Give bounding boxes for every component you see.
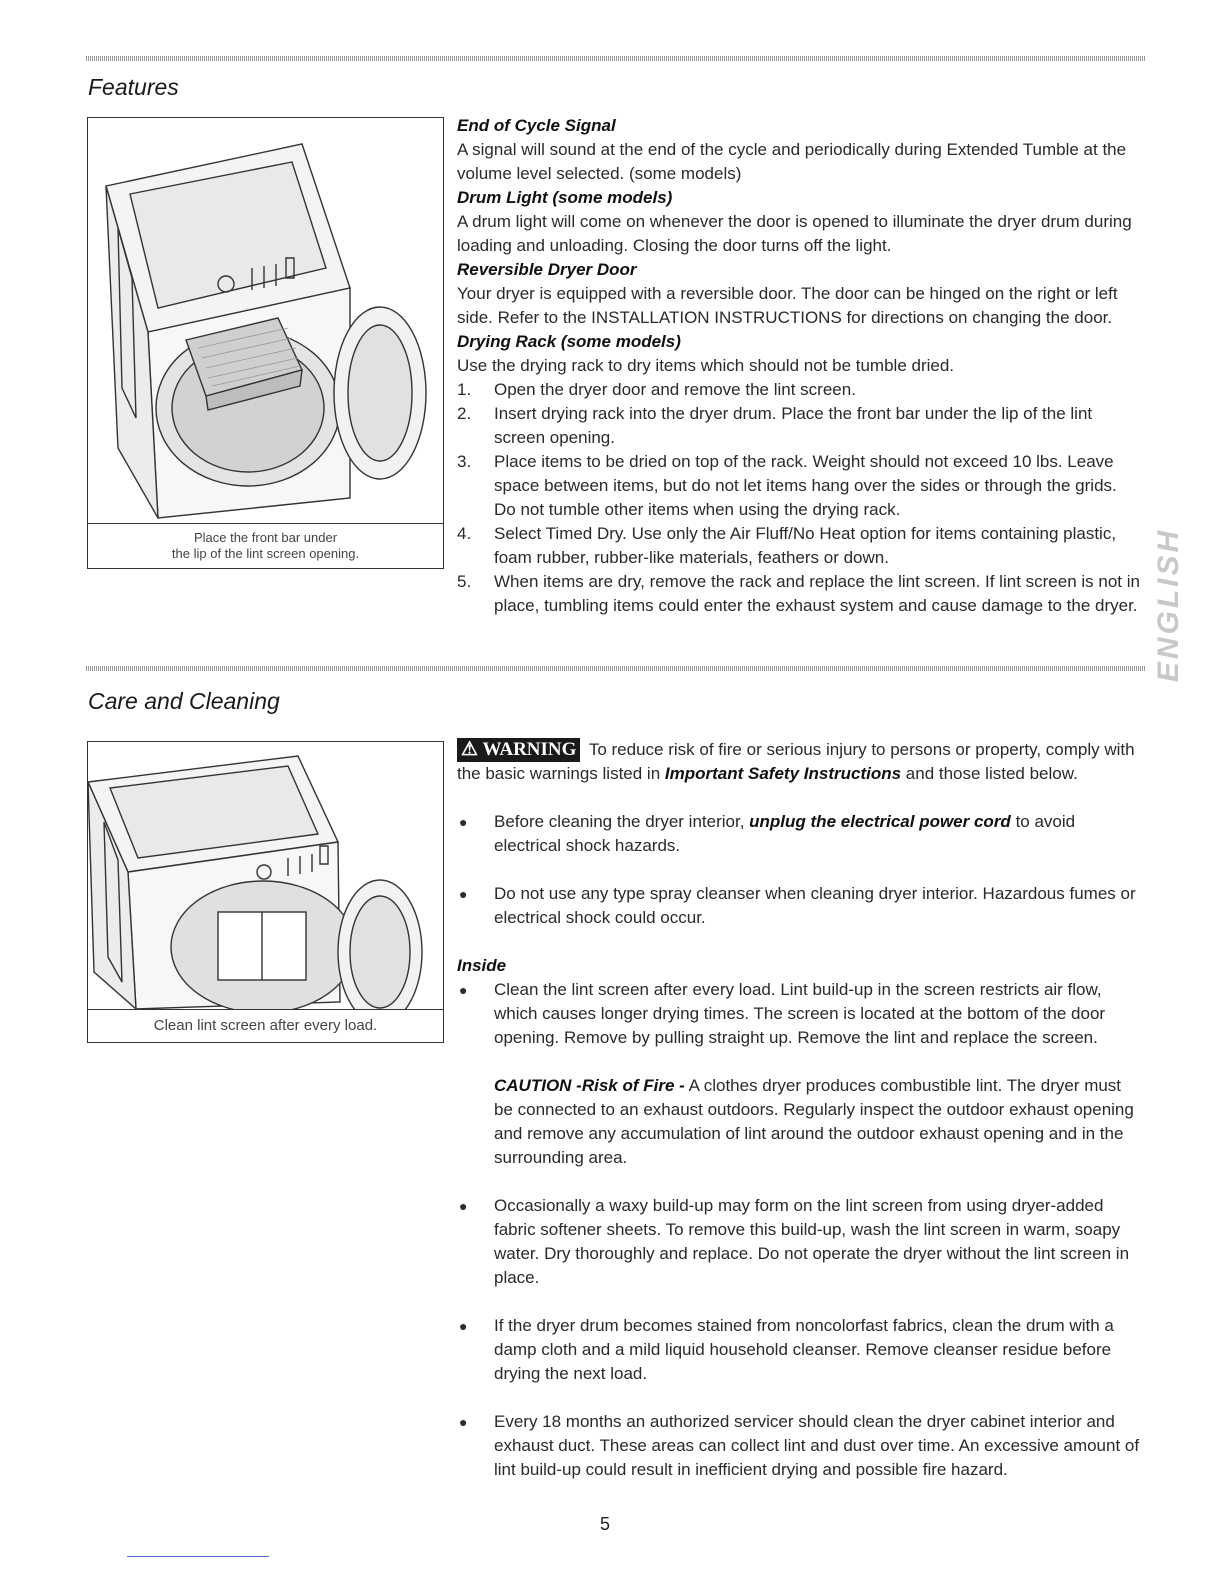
drying-rack-figure xyxy=(87,117,444,569)
care-bullets-bottom xyxy=(457,1194,1141,1482)
warning-emphasis: Important Safety Instructions xyxy=(664,764,902,783)
drum-light-heading: Drum Light (some models) xyxy=(457,188,673,207)
list-item: ● Do not use any type spray cleanser when cleaning dryer interior. Hazardous fumes or electrical shock could occur. xyxy=(459,884,1136,927)
list-item: ● Before cleaning the dryer interior, unplug the electrical power cord to avoid electrical shock hazards. xyxy=(459,812,1076,855)
lint-screen-caption: Clean lint screen after every load. xyxy=(88,1009,443,1042)
list-item: 4. Select Timed Dry. Use only the Air Fluff/No Heat option for items containing plastic, foam rubber, rubber-like materials, feathers or down. xyxy=(457,524,1117,567)
reversible-door-text: Your dryer is equipped with a reversible door. The door can be hinged on the right or left side. Refer to the INSTALLATION INSTRUCTIONS for directions on changing the door. xyxy=(457,284,1118,327)
middle-rule xyxy=(86,666,1146,671)
end-of-cycle-text: A signal will sound at the end of the cycle and periodically during Extended Tumble at the volume level selected. (some models) xyxy=(457,140,1127,183)
care-title: Care and Cleaning xyxy=(88,688,280,714)
warning-paragraph xyxy=(457,738,1141,786)
care-bullets-top xyxy=(457,810,1141,930)
dryer-with-rack-illustration xyxy=(88,118,443,523)
language-tab-label: ENGLISH xyxy=(1152,527,1186,683)
drying-rack-intro: Use the drying rack to dry items which should not be tumble dried. xyxy=(457,356,955,375)
list-item: ● Clean the lint screen after every load. Lint build-up in the screen restricts air flow, which causes longer drying times. The screen is located at the bottom of the door opening. Remove by pulling straight up. Remove the lint and replace the screen. xyxy=(459,980,1106,1047)
list-item: 3. Place items to be dried on top of the rack. Weight should not exceed 10 lbs. Leave space between items, but do not let items hang over the sides or through the grids. Do not tumble other items when using the drying rack. xyxy=(457,452,1117,519)
warning-label: WARNING xyxy=(482,739,577,760)
list-item: 2. Insert drying rack into the dryer drum. Place the front bar under the lip of the lint screen opening. xyxy=(457,404,1093,447)
warning-text-2: and those listed below. xyxy=(905,764,1078,783)
list-item: 5. When items are dry, remove the rack and replace the lint screen. If lint screen is not in place, tumbling items could enter the exhaust system and cause damage to the dryer. xyxy=(457,572,1140,615)
warning-text-1: To reduce risk of fire or serious injury to persons or property, comply with the basic warnings listed in xyxy=(457,740,1135,783)
drum-light-text: A drum light will come on whenever the door is opened to illuminate the dryer drum during loading and unloading. Closing the door turns off the light. xyxy=(457,212,1132,255)
lint-screen-figure xyxy=(87,741,444,1043)
caution-text: A clothes dryer produces combustible lint. The dryer must be connected to an exhaust outdoors. Regularly inspect the outdoor exhaust opening and remove any accumulation of lint around the outdoor exhaust opening and in the surrounding area. xyxy=(494,1076,1134,1167)
features-text xyxy=(457,114,1141,618)
top-rule xyxy=(86,56,1146,61)
list-item: ● Occasionally a waxy build-up may form on the lint screen from using dryer-added fabric softener sheets. To remove this build-up, wash the lint screen in warm, soapy water. Dry thoroughly and replace. Do not operate the dryer without the lint screen in place. xyxy=(459,1196,1130,1287)
warning-badge: ⚠ WARNING xyxy=(457,738,580,762)
inside-bullets xyxy=(457,978,1141,1050)
dryer-lint-screen-illustration xyxy=(88,742,443,1009)
caption-line-1: Place the front bar under xyxy=(193,530,338,545)
list-item: 1. Open the dryer door and remove the lint screen. xyxy=(457,380,856,399)
list-item: ● If the dryer drum becomes stained from noncolorfast fabrics, clean the drum with a damp cloth and a mild liquid household cleanser. Remove cleanser residue before drying the next load. xyxy=(459,1316,1114,1383)
caution-paragraph xyxy=(457,1074,1141,1170)
care-text xyxy=(457,738,1141,1482)
caution-label: CAUTION -Risk of Fire - xyxy=(494,1076,685,1095)
inside-heading: Inside xyxy=(457,956,507,975)
list-item: ● Every 18 months an authorized servicer should clean the dryer cabinet interior and exhaust duct. These areas can collect lint and dust over time. An excessive amount of lint build-up could result in inefficient drying and possible fire hazard. xyxy=(459,1412,1140,1479)
features-title: Features xyxy=(88,74,179,100)
caption-line-2: the lip of the lint screen opening. xyxy=(171,546,360,561)
language-tab xyxy=(1152,527,1186,683)
drying-rack-steps xyxy=(457,378,1141,618)
drying-rack-caption xyxy=(88,523,443,568)
page-number: 5 xyxy=(600,1514,611,1534)
footer-link-line xyxy=(127,1556,269,1557)
drying-rack-heading: Drying Rack (some models) xyxy=(457,332,681,351)
reversible-door-heading: Reversible Dryer Door xyxy=(457,260,637,279)
end-of-cycle-heading: End of Cycle Signal xyxy=(457,116,616,135)
